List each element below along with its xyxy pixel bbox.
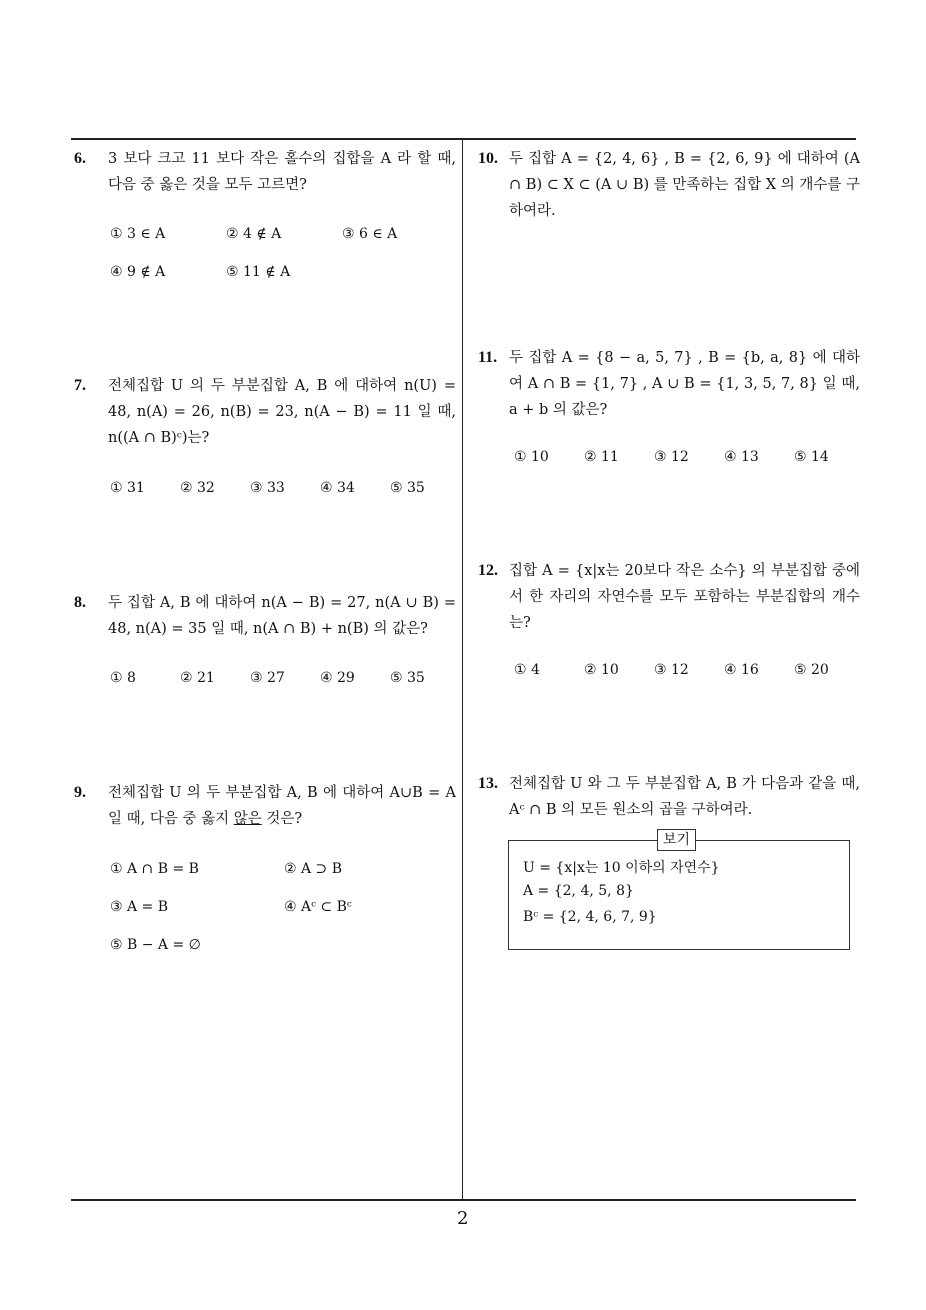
choice-5[interactable]: ⑤ 14 [794, 449, 829, 465]
choice-4[interactable]: ④ 16 [724, 662, 759, 678]
choice-4[interactable]: ④ Aᶜ ⊂ Bᶜ [284, 899, 352, 915]
question-12 [478, 558, 860, 636]
question-text: 전체집합 U 와 그 두 부분집합 A, B 가 다음과 같을 때, Aᶜ ∩ B 의 모든 원소의 곱을 구하여라. [509, 776, 860, 818]
choice-1[interactable]: ① 4 [514, 662, 540, 678]
choice-1[interactable]: ① A ∩ B = B [110, 861, 199, 877]
choice-5[interactable]: ⑤ 20 [794, 662, 829, 678]
question-number: 9. [74, 784, 86, 801]
question-number: 11. [478, 349, 498, 366]
choice-3[interactable]: ③ 27 [250, 670, 285, 686]
choice-3[interactable]: ③ A = B [110, 899, 169, 915]
question-text: 전체집합 U 의 두 부분집합 A, B 에 대하여 n(U) = 48, n(A) = 26, n(B) = 23, n(A − B) = 11 일 때, n((A ∩ B)ᶜ)는? [108, 378, 456, 446]
choice-4[interactable]: ④ 9 ∉ A [110, 264, 166, 280]
question-text-part: 전체집합 U 의 두 부분집합 A, B 에 대하여 A∪B = A 일 때, 다음 중 옳지 [108, 785, 456, 827]
question-text: 두 집합 A = {2, 4, 6} , B = {2, 6, 9} 에 대하여 (A ∩ B) ⊂ X ⊂ (A ∪ B) 를 만족하는 집합 X 의 개수를 구하여라. [509, 151, 860, 219]
column-divider [462, 139, 463, 1200]
choice-2[interactable]: ② 10 [584, 662, 619, 678]
choice-2[interactable]: ② 11 [584, 449, 619, 465]
example-box [508, 832, 850, 950]
choice-1[interactable]: ① 31 [110, 480, 145, 496]
choice-4[interactable]: ④ 29 [320, 670, 355, 686]
question-text: 두 집합 A, B 에 대하여 n(A − B) = 27, n(A ∪ B) = 48, n(A) = 35 일 때, n(A ∩ B) + n(B) 의 값은? [108, 595, 456, 637]
question-number: 12. [478, 562, 498, 579]
box-line-universal-set: U = {x|x는 10 이하의 자연수} [523, 860, 720, 876]
question-text [108, 780, 456, 832]
choice-3[interactable]: ③ 12 [654, 662, 689, 678]
question-number: 8. [74, 594, 86, 611]
question-9 [74, 780, 456, 832]
question-text: 두 집합 A = {8 − a, 5, 7} , B = {b, a, 8} 에 대하여 A ∩ B = {1, 7} , A ∪ B = {1, 3, 5, 7, 8} 일 때, a + b 의 값은? [509, 350, 860, 418]
choice-1[interactable]: ① 8 [110, 670, 136, 686]
choice-1[interactable]: ① 3 ∈ A [110, 226, 166, 242]
choice-5[interactable]: ⑤ B − A = ∅ [110, 937, 201, 953]
choice-3[interactable]: ③ 12 [654, 449, 689, 465]
choice-4[interactable]: ④ 13 [724, 449, 759, 465]
question-number: 6. [74, 150, 86, 167]
example-box-title: 보기 [657, 829, 696, 851]
choice-5[interactable]: ⑤ 35 [390, 670, 425, 686]
choice-2[interactable]: ② A ⊃ B [284, 861, 343, 877]
question-10 [478, 146, 860, 224]
choice-1[interactable]: ① 10 [514, 449, 549, 465]
question-13 [478, 771, 860, 823]
question-8 [74, 590, 456, 642]
underlined-word: 않은 [233, 811, 262, 827]
choice-5[interactable]: ⑤ 11 ∉ A [226, 264, 291, 280]
question-number: 13. [478, 775, 498, 792]
page-number: 2 [457, 1208, 469, 1229]
choice-2[interactable]: ② 4 ∉ A [226, 226, 282, 242]
choice-4[interactable]: ④ 34 [320, 480, 355, 496]
choice-3[interactable]: ③ 33 [250, 480, 285, 496]
box-line-set-b-complement: Bᶜ = {2, 4, 6, 7, 9} [523, 909, 657, 925]
top-rule [71, 138, 856, 140]
question-6 [74, 146, 456, 198]
question-text: 집합 A = {x|x는 20보다 작은 소수} 의 부분집합 중에서 한 자리의 자연수를 모두 포함하는 부분집합의 개수는? [509, 563, 860, 631]
bottom-rule [71, 1199, 856, 1201]
question-number: 10. [478, 150, 498, 167]
choice-3[interactable]: ③ 6 ∈ A [342, 226, 398, 242]
choice-5[interactable]: ⑤ 35 [390, 480, 425, 496]
question-7 [74, 373, 456, 451]
choice-2[interactable]: ② 32 [180, 480, 215, 496]
question-number: 7. [74, 377, 86, 394]
question-text: 3 보다 크고 11 보다 작은 홀수의 집합을 A 라 할 때, 다음 중 옳은 것을 모두 고르면? [108, 151, 456, 193]
box-line-set-a: A = {2, 4, 5, 8} [523, 883, 634, 899]
question-text-part: 것은? [261, 811, 303, 827]
question-11 [478, 345, 860, 423]
choice-2[interactable]: ② 21 [180, 670, 215, 686]
